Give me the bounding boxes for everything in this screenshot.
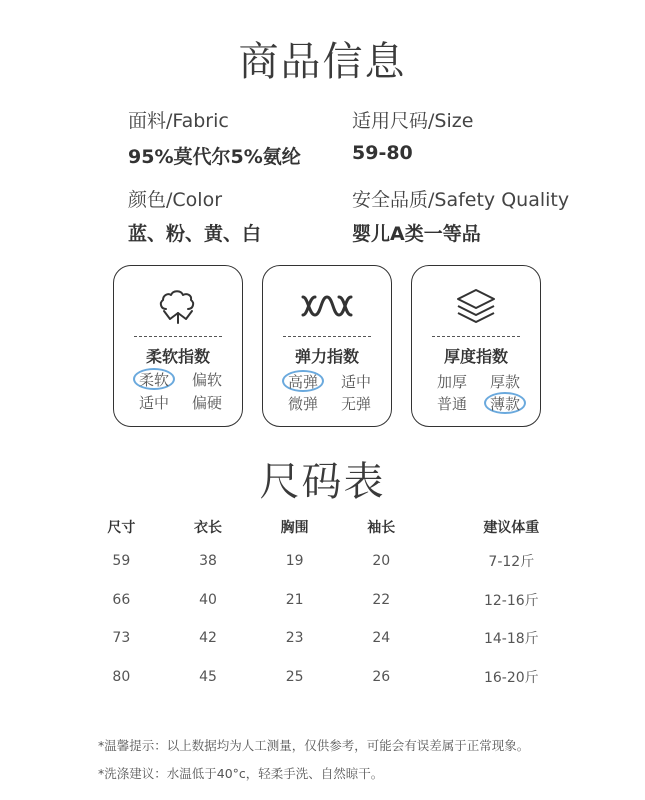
table-cell: 59: [112, 553, 131, 570]
table-cell: 40: [199, 591, 217, 608]
elasticity-index-title: 弹力指数: [294, 347, 359, 366]
option-medium-stretch: 适中: [340, 373, 371, 391]
table-cell: 7-12斤: [488, 554, 535, 571]
divider: [134, 336, 222, 337]
layers-icon: [412, 282, 540, 330]
option-soft: 柔软: [138, 371, 169, 389]
table-cell: 45: [199, 668, 217, 685]
size-chart-title: 尺码表: [259, 459, 386, 505]
table-cell: 24: [372, 630, 391, 647]
size-label: 适用尺码/Size: [352, 110, 474, 132]
table-cell: 21: [285, 591, 304, 608]
option-regular: 普通: [436, 395, 467, 413]
table-cell: 66: [112, 591, 131, 608]
divider: [432, 336, 520, 337]
table-cell: 23: [285, 630, 304, 647]
product-info-title: 商品信息: [238, 39, 407, 85]
size-chart-table: [78, 512, 598, 696]
table-cell: 42: [199, 630, 217, 647]
color-label: 颜色/Color: [128, 189, 223, 211]
table-cell: 16-20斤: [483, 669, 539, 686]
table-cell: 19: [285, 553, 304, 570]
color-value: 蓝、粉、黄、白: [128, 223, 262, 245]
option-slightly-hard: 偏硬: [191, 394, 222, 412]
header-size: 尺寸: [107, 520, 136, 536]
option-no-stretch: 无弹: [340, 395, 371, 413]
table-row: [78, 658, 598, 697]
table-cell: 73: [112, 630, 131, 647]
header-sleeve: 袖长: [367, 520, 396, 536]
table-cell: 14-18斤: [483, 631, 539, 648]
table-cell: 20: [372, 553, 391, 570]
table-row: [78, 619, 598, 658]
option-slightly-soft: 偏软: [191, 371, 222, 389]
stretch-icon: [263, 282, 391, 330]
softness-index-card: [113, 265, 243, 427]
divider: [283, 336, 371, 337]
table-cell: 38: [199, 553, 217, 570]
header-weight: 建议体重: [483, 520, 540, 536]
header-chest: 胸围: [280, 520, 309, 536]
thickness-index-title: 厚度指数: [443, 347, 508, 366]
option-extra-thick: 加厚: [436, 373, 467, 391]
header-length: 衣长: [193, 520, 222, 536]
thickness-index-card: [411, 265, 541, 427]
option-thick: 厚款: [489, 373, 520, 391]
table-row: [78, 542, 598, 581]
quality-value: 婴儿A类一等品: [352, 223, 481, 245]
table-cell: 12-16斤: [483, 592, 539, 609]
softness-index-title: 柔软指数: [145, 347, 210, 366]
elasticity-index-card: [262, 265, 392, 427]
table-row: [78, 581, 598, 620]
table-header-row: [78, 512, 598, 542]
fabric-value: 95%莫代尔5%氨纶: [128, 146, 301, 168]
option-thin: 薄款: [489, 395, 520, 413]
option-high-stretch: 高弹: [287, 373, 318, 391]
quality-label: 安全品质/Safety Quality: [352, 189, 570, 211]
washing-note: *洗涤建议：水温低于40°c，轻柔手洗、自然晾干。: [98, 766, 384, 781]
table-cell: 26: [372, 668, 391, 685]
table-cell: 22: [372, 591, 391, 608]
option-slight-stretch: 微弹: [287, 395, 318, 413]
size-value: 59-80: [352, 142, 413, 164]
option-medium: 适中: [138, 394, 169, 412]
fabric-label: 面料/Fabric: [128, 110, 229, 132]
measurement-note: *温馨提示：以上数据均为人工测量，仅供参考，可能会有误差属于正常现象。: [98, 738, 530, 753]
table-cell: 80: [112, 668, 131, 685]
cotton-icon: [114, 282, 242, 330]
table-cell: 25: [285, 668, 304, 685]
